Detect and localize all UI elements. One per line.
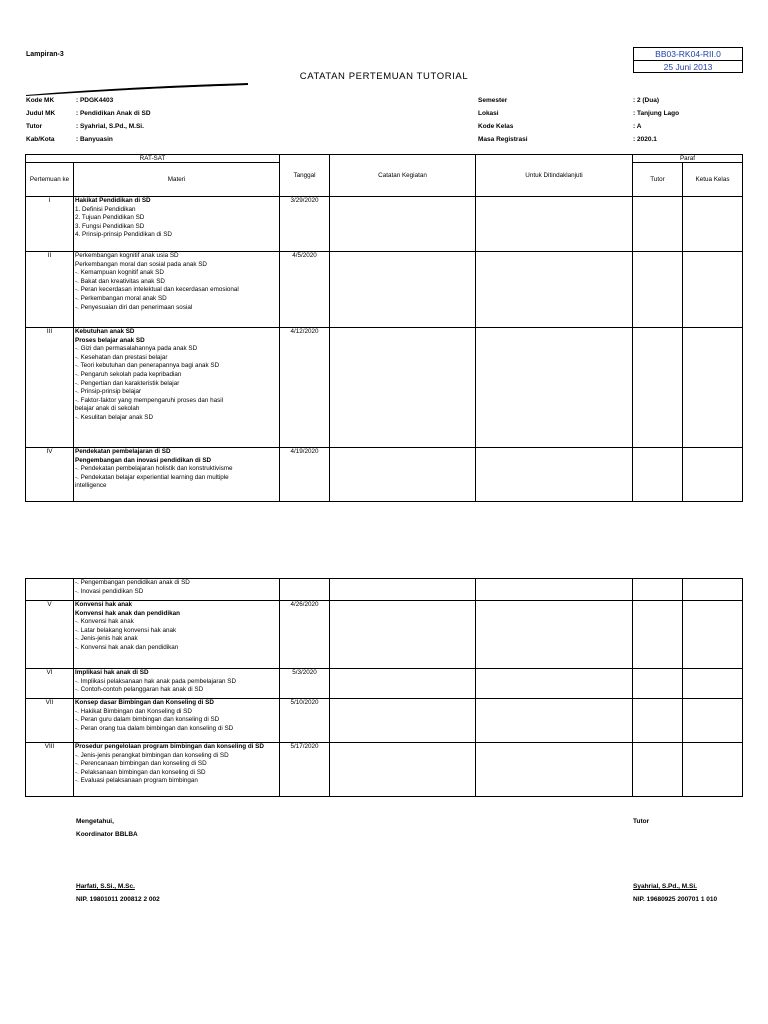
materi-line: -. Konvensi hak anak dan pendidikan [75,643,179,651]
catatan-header: Catatan Kegiatan [330,155,476,197]
tanggal-cell: 5/10/2020 [280,699,330,743]
tutor-sign-label: Tutor [633,818,650,825]
tanggal-cell: 4/26/2020 [280,601,330,669]
materi-line: Perkembangan kognitif anak usia SD [75,252,179,259]
materi-line: -. Peran kecerdasan intelektual dan kecerdasan emosional [75,286,239,294]
materi-cell [74,448,280,502]
materi-line: -. Inovasi pendidikan SD [75,587,144,595]
pertemuan-header: Pertemuan ke [26,163,74,197]
tanggal-cell: 5/17/2020 [280,743,330,797]
materi-line: -. Pengertian dan karakteristik belajar [75,379,180,387]
koordinator-label: Koordinator BBLBA [76,831,138,838]
paraf-ketua-cell[interactable] [683,579,743,601]
materi-line: -. Pendekatan pembelajaran holistik dan konstruktivisme [75,465,233,473]
tindak-lanjut-cell[interactable] [476,448,633,502]
materi-line: -. Jenis-jenis perangkat bimbingan dan konseling di SD [75,751,229,759]
paraf-ketua-cell[interactable] [683,601,743,669]
paraf-tutor-cell[interactable] [633,669,683,699]
pertemuan-number: I [26,197,74,252]
materi-cell [74,252,280,328]
rat-sat-header: RAT-SAT [26,155,280,163]
materi-line: Hakikat Pendidikan di SD [75,197,151,204]
table-row [26,601,743,669]
tindak-lanjut-header: Untuk Ditindaklanjuti [476,155,633,197]
materi-line: -. Hakikat Bimbingan dan Konseling di SD [75,707,192,715]
materi-line: Prosedur pengelolaan program bimbingan dan konseling di SD [75,743,264,750]
pertemuan-number: V [26,601,74,669]
materi-cell [74,743,280,797]
tindak-lanjut-cell[interactable] [476,743,633,797]
materi-line: -. Kesehatan dan prestasi belajar [75,353,168,361]
pertemuan-number [26,579,74,601]
catatan-cell[interactable] [330,197,476,252]
tanggal-cell: 5/3/2020 [280,669,330,699]
info-value: : A [633,123,642,130]
table-row [26,328,743,448]
tutor-nip: NIP. 19680925 200701 1 010 [633,896,718,903]
tindak-lanjut-cell[interactable] [476,699,633,743]
pertemuan-number: VI [26,669,74,699]
table-row [26,743,743,797]
materi-cell [74,699,280,743]
page-title: CATATAN PERTEMUAN TUTORIAL [299,71,469,82]
coordinator-nip: NIP. 19801011 200812 2 002 [76,896,160,903]
materi-line: 3. Fungsi Pendidikan SD [75,222,145,230]
table-row [26,579,743,601]
materi-line: Implikasi hak anak di SD [75,669,149,676]
materi-line: -. Konvensi hak anak [75,618,134,626]
document-code: BB03-RK04-RII.0 [634,48,742,61]
table-row [26,669,743,699]
info-value: : 2020.1 [633,136,657,143]
catatan-cell[interactable] [330,579,476,601]
materi-cell [74,601,280,669]
materi-line: -. Pengaruh sekolah pada kepribadian [75,370,182,378]
catatan-cell[interactable] [330,743,476,797]
tanggal-cell: 4/12/2020 [280,328,330,448]
paraf-ketua-cell[interactable] [683,252,743,328]
tindak-lanjut-cell[interactable] [476,328,633,448]
coordinator-name: Harfati, S.Si., M.Sc. [76,883,135,890]
materi-line: -. Faktor-faktor yang mempengaruhi proses dan hasil [75,396,224,404]
materi-line: -. Jenis-jenis hak anak [75,635,138,643]
materi-line: -. Bakat dan kreativitas anak SD [75,277,165,285]
info-label: Kode MK [26,97,55,104]
materi-line: 2. Tujuan Pendidikan SD [75,214,145,222]
info-value: : Syahrial, S.Pd., M.Si. [76,123,144,130]
materi-cell [74,579,280,601]
lampiran-label: Lampiran-3 [26,51,64,58]
materi-line: -. Teori kebutuhan dan penerapannya bagi anak SD [75,362,220,370]
materi-line: belajar anak di sekolah [75,405,140,413]
materi-line: 1. Definisi Pendidikan [75,205,136,213]
tindak-lanjut-cell[interactable] [476,669,633,699]
materi-line: Pendekatan pembelajaran di SD [75,448,171,455]
tutorial-table-bottom [25,578,743,797]
pertemuan-number: VII [26,699,74,743]
paraf-tutor-cell[interactable] [633,601,683,669]
info-label: Lokasi [478,110,499,117]
paraf-ketua-cell[interactable] [683,197,743,252]
pertemuan-number: III [26,328,74,448]
materi-line: -. Evaluasi pelaksanaan program bimbingan [75,777,198,785]
materi-line: -. Peran orang tua dalam bimbingan dan konseling di SD [75,724,234,732]
materi-line: -. Prinsip-prinsip belajar [75,388,142,396]
catatan-cell[interactable] [330,448,476,502]
materi-line: -. Perencanaan bimbingan dan konseling di SD [75,760,207,768]
tindak-lanjut-cell[interactable] [476,197,633,252]
catatan-cell[interactable] [330,252,476,328]
materi-line: -. Perkembangan moral anak SD [75,294,167,302]
catatan-cell[interactable] [330,699,476,743]
paraf-tutor-cell[interactable] [633,197,683,252]
paraf-ketua-cell[interactable] [683,743,743,797]
paraf-tutor-cell[interactable] [633,699,683,743]
materi-line: Konsep dasar Bimbingan dan Konseling di SD [75,699,214,706]
pertemuan-number: II [26,252,74,328]
materi-line: -. Pendekatan belajar experiential learning dan multiple [75,473,229,481]
info-value: : Tanjung Lago [633,110,680,117]
table-body [26,197,743,502]
pertemuan-number: IV [26,448,74,502]
materi-line: Pengembangan dan inovasi pendidikan di SD [75,456,212,464]
info-value: : Banyuasin [76,136,113,143]
table-row [26,699,743,743]
info-value: : Pendidikan Anak di SD [76,110,151,117]
catatan-cell[interactable] [330,328,476,448]
materi-line: Konvensi hak anak [75,601,133,608]
paraf-tutor-cell[interactable] [633,252,683,328]
materi-cell [74,328,280,448]
materi-line: -. Penyesuaian diri dan penerimaan sosial [75,303,193,311]
tanggal-header: Tanggal [280,155,330,197]
materi-line: intelligence [75,482,107,490]
materi-line: -. Gizi dan permasalahannya pada anak SD [75,345,198,353]
materi-line: -. Latar belakang konvensi hak anak [75,626,177,634]
info-label: Semester [478,97,508,104]
table-row [26,252,743,328]
info-label: Judul MK [26,110,56,117]
info-label: Kode Kelas [478,123,514,130]
materi-line: 4. Prinsip-prinsip Pendidikan di SD [75,231,172,239]
tutor-header: Tutor [633,163,683,197]
info-label: Masa Registrasi [478,136,528,143]
paraf-tutor-cell[interactable] [633,743,683,797]
info-value: : 2 (Dua) [633,97,659,104]
document-date: 25 Juni 2013 [663,62,713,72]
materi-line: Perkembangan moral dan sosial pada anak SD [75,260,207,268]
info-label: Tutor [26,123,43,130]
materi-line: -. Peran guru dalam bimbingan dan konseling di SD [75,716,220,724]
ketua-kelas-header: Ketua Kelas [683,163,743,197]
tutorial-table-top [25,154,743,502]
materi-line: Proses belajar anak SD [75,336,145,344]
tanggal-cell: 4/5/2020 [280,252,330,328]
paraf-tutor-cell[interactable] [633,579,683,601]
course-info [0,0,768,150]
materi-line: -. Kesulitan belajar anak SD [75,413,154,421]
tanggal-cell: 3/29/2020 [280,197,330,252]
materi-line: -. Pelaksanaan bimbingan dan konseling di SD [75,768,206,776]
materi-line: -. Contoh-contoh pelanggaran hak anak di SD [75,686,204,694]
catatan-cell[interactable] [330,669,476,699]
materi-header: Materi [74,163,280,197]
materi-line: -. Pengembangan pendidikan anak di SD [75,579,190,586]
info-label: Kab/Kota [26,136,55,143]
tindak-lanjut-cell[interactable] [476,601,633,669]
materi-line: -. Implikasi pelaksanaan hak anak pada pembelajaran SD [75,677,237,685]
tindak-lanjut-cell[interactable] [476,252,633,328]
materi-line: -. Kemampuan kognitif anak SD [75,269,164,277]
tanggal-cell [280,579,330,601]
table-row [26,197,743,252]
paraf-ketua-cell[interactable] [683,669,743,699]
materi-line: Konvensi hak anak dan pendidikan [75,609,180,617]
tanggal-cell: 4/19/2020 [280,448,330,502]
tindak-lanjut-cell[interactable] [476,579,633,601]
paraf-ketua-cell[interactable] [683,328,743,448]
paraf-tutor-cell[interactable] [633,328,683,448]
tutor-name: Syahrial, S.Pd., M.Si. [633,883,697,890]
pertemuan-number: VIII [26,743,74,797]
paraf-ketua-cell[interactable] [683,448,743,502]
mengetahui-label: Mengetahui, [76,818,114,825]
table-row [26,448,743,502]
catatan-cell[interactable] [330,601,476,669]
materi-cell [74,197,280,252]
paraf-tutor-cell[interactable] [633,448,683,502]
materi-cell [74,669,280,699]
materi-line: Kebutuhan anak SD [75,328,135,335]
paraf-header: Paraf [633,155,743,163]
table-body [26,579,743,797]
paraf-ketua-cell[interactable] [683,699,743,743]
info-value: : PDGK4403 [76,97,114,104]
